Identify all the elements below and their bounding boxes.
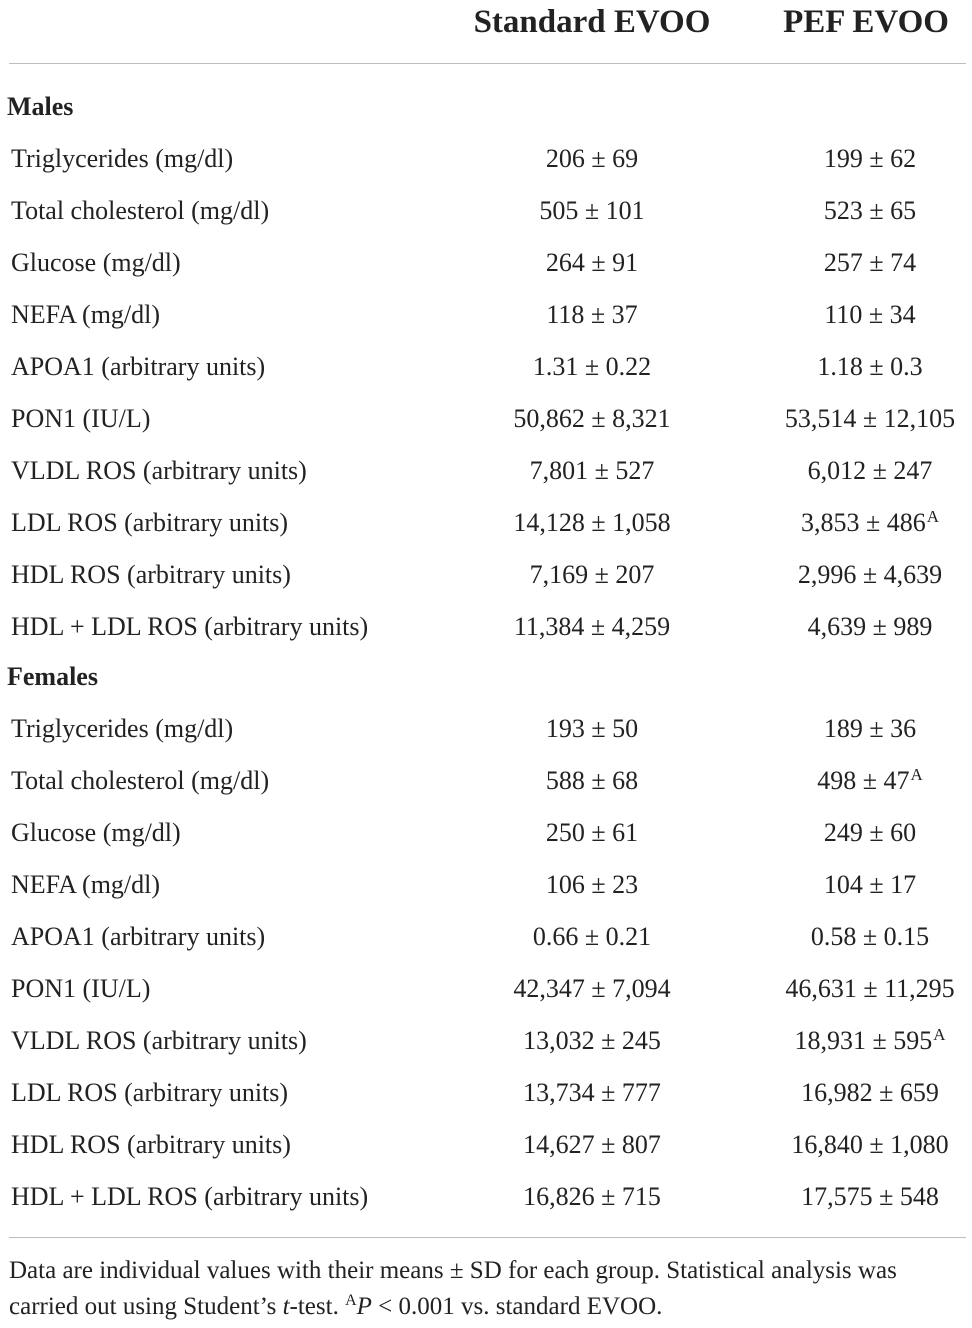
table-row: [0, 919, 972, 955]
significance-mark: A: [910, 765, 923, 784]
standard-value-cell: [462, 245, 722, 281]
table-row: [0, 1023, 972, 1059]
table-row: [0, 1127, 972, 1163]
standard-value: 50,862 ± 8,321: [513, 404, 671, 433]
standard-value: 505 ± 101: [539, 196, 645, 225]
table-row: [0, 711, 972, 747]
row-label: Glucose (mg/dl): [11, 818, 181, 847]
standard-value: 42,347 ± 7,094: [513, 974, 671, 1003]
pef-value-cell: [772, 453, 968, 489]
standard-value-cell: [462, 557, 722, 593]
pef-value-cell: [772, 245, 968, 281]
pef-value-cell: [772, 1127, 968, 1163]
pef-value-cell: [772, 867, 968, 903]
row-label: Triglycerides (mg/dl): [11, 714, 234, 743]
standard-value: 7,801 ± 527: [529, 456, 655, 485]
footnote-p-italic: P: [356, 1293, 372, 1320]
row-label: NEFA (mg/dl): [11, 870, 161, 899]
pef-value: 257 ± 74: [823, 248, 917, 277]
pef-value: 498 ± 47: [817, 766, 910, 795]
pef-value: 16,840 ± 1,080: [791, 1130, 949, 1159]
standard-value: 14,627 ± 807: [523, 1130, 661, 1159]
table-row: [0, 815, 972, 851]
row-label: NEFA (mg/dl): [11, 300, 161, 329]
pef-value-cell: [772, 193, 968, 229]
standard-value: 0.66 ± 0.21: [532, 922, 652, 951]
pef-value-cell: [772, 1075, 968, 1111]
pef-value: 4,639 ± 989: [807, 612, 933, 641]
pef-value: 53,514 ± 12,105: [784, 404, 956, 433]
row-label: Triglycerides (mg/dl): [11, 144, 234, 173]
standard-value-cell: [462, 1127, 722, 1163]
table-row: [0, 193, 972, 229]
standard-value-cell: [462, 609, 722, 645]
section-label-females: Females: [7, 662, 98, 691]
standard-value-cell: [462, 711, 722, 747]
pef-value: 523 ± 65: [823, 196, 917, 225]
footnote-text: < 0.001 vs. standard EVOO.: [371, 1293, 663, 1320]
row-label: PON1 (IU/L): [11, 974, 151, 1003]
pef-value: 1.18 ± 0.3: [817, 352, 923, 381]
pef-value-cell: [772, 349, 968, 385]
table-row: [0, 609, 972, 645]
footnote-divider: [9, 1237, 966, 1238]
standard-value: 106 ± 23: [545, 870, 639, 899]
pef-value: 16,982 ± 659: [801, 1078, 939, 1107]
standard-value: 250 ± 61: [545, 818, 639, 847]
pef-value-cell: [772, 557, 968, 593]
pef-value-cell: [772, 609, 968, 645]
pef-value-cell: [772, 297, 968, 333]
footnote-text: -test.: [289, 1293, 346, 1320]
row-label: LDL ROS (arbitrary units): [11, 1078, 289, 1107]
pef-value-cell: [772, 711, 968, 747]
pef-value-cell: [772, 919, 968, 955]
standard-value-cell: [462, 867, 722, 903]
table-row: [0, 971, 972, 1007]
table-row: [0, 141, 972, 177]
row-label: HDL + LDL ROS (arbitrary units): [11, 612, 369, 641]
pef-value-cell: [772, 505, 968, 541]
table-row: [0, 349, 972, 385]
pef-value-cell: [772, 141, 968, 177]
standard-value-cell: [462, 193, 722, 229]
standard-value: 16,826 ± 715: [523, 1182, 661, 1211]
row-label: Total cholesterol (mg/dl): [11, 766, 270, 795]
pef-value-cell: [772, 815, 968, 851]
pef-value: 199 ± 62: [823, 144, 917, 173]
row-label: LDL ROS (arbitrary units): [11, 508, 289, 537]
pef-value: 110 ± 34: [824, 300, 916, 329]
row-label: APOA1 (arbitrary units): [11, 922, 266, 951]
standard-value-cell: [462, 297, 722, 333]
table-row: [0, 1075, 972, 1111]
pef-value: 3,853 ± 486: [800, 508, 926, 537]
table-row: [0, 867, 972, 903]
footnote-line-2: [9, 1289, 971, 1325]
standard-value: 193 ± 50: [545, 714, 639, 743]
standard-value: 13,734 ± 777: [523, 1078, 661, 1107]
significance-mark: A: [933, 1025, 946, 1044]
column-header-standard-evoo: Standard EVOO: [473, 4, 711, 40]
row-label: HDL ROS (arbitrary units): [11, 1130, 291, 1159]
column-header-pef-evoo: PEF EVOO: [783, 4, 949, 40]
row-label: APOA1 (arbitrary units): [11, 352, 266, 381]
footnote-text: carried out using Student’s: [9, 1293, 283, 1320]
pef-value: 17,575 ± 548: [801, 1182, 939, 1211]
standard-value-cell: [462, 1179, 722, 1215]
pef-value: 18,931 ± 595: [794, 1026, 933, 1055]
pef-value: 189 ± 36: [823, 714, 917, 743]
row-label: Total cholesterol (mg/dl): [11, 196, 270, 225]
standard-value: 14,128 ± 1,058: [513, 508, 671, 537]
row-label: HDL ROS (arbitrary units): [11, 560, 291, 589]
standard-value-cell: [462, 453, 722, 489]
row-label: HDL + LDL ROS (arbitrary units): [11, 1182, 369, 1211]
standard-value: 13,032 ± 245: [523, 1026, 661, 1055]
row-label: VLDL ROS (arbitrary units): [11, 456, 307, 485]
pef-value-cell: [772, 401, 968, 437]
footnote-superscript-mark: A: [345, 1292, 357, 1309]
standard-value: 264 ± 91: [545, 248, 639, 277]
table-row: [0, 1179, 972, 1215]
pef-value: 2,996 ± 4,639: [797, 560, 943, 589]
table-header: [0, 0, 972, 44]
pef-value: 104 ± 17: [823, 870, 917, 899]
table-row: [0, 401, 972, 437]
standard-value-cell: [462, 971, 722, 1007]
table-row: [0, 453, 972, 489]
standard-value: 7,169 ± 207: [529, 560, 655, 589]
pef-value-cell: [772, 1023, 968, 1059]
pef-value-cell: [772, 971, 968, 1007]
pef-value: 0.58 ± 0.15: [810, 922, 930, 951]
section-label-males: Males: [7, 92, 74, 121]
table-row: [0, 505, 972, 541]
standard-value-cell: [462, 1023, 722, 1059]
standard-value: 1.31 ± 0.22: [532, 352, 652, 381]
standard-value-cell: [462, 349, 722, 385]
table-row: [0, 245, 972, 281]
standard-value-cell: [462, 815, 722, 851]
table-row: [0, 297, 972, 333]
pef-value: 6,012 ± 247: [807, 456, 933, 485]
row-label: VLDL ROS (arbitrary units): [11, 1026, 307, 1055]
standard-value-cell: [462, 505, 722, 541]
row-label: Glucose (mg/dl): [11, 248, 181, 277]
standard-value-cell: [462, 141, 722, 177]
standard-value-cell: [462, 1075, 722, 1111]
pef-value: 249 ± 60: [823, 818, 917, 847]
pef-value-cell: [772, 763, 968, 799]
standard-value-cell: [462, 919, 722, 955]
standard-value: 206 ± 69: [545, 144, 639, 173]
table-footnote: [9, 1253, 971, 1325]
standard-value: 118 ± 37: [546, 300, 638, 329]
header-divider: [9, 63, 966, 64]
pef-value-cell: [772, 1179, 968, 1215]
standard-value-cell: [462, 401, 722, 437]
table-row: [0, 557, 972, 593]
footnote-line-1: Data are individual values with their means ± SD for each group. Statistical analysis was: [9, 1257, 897, 1284]
pef-value: 46,631 ± 11,295: [785, 974, 955, 1003]
table-row: [0, 763, 972, 799]
significance-mark: A: [926, 507, 940, 526]
footnote-t-italic: t: [282, 1293, 290, 1320]
standard-value: 11,384 ± 4,259: [513, 612, 671, 641]
standard-value-cell: [462, 763, 722, 799]
row-label: PON1 (IU/L): [11, 404, 151, 433]
standard-value: 588 ± 68: [545, 766, 639, 795]
